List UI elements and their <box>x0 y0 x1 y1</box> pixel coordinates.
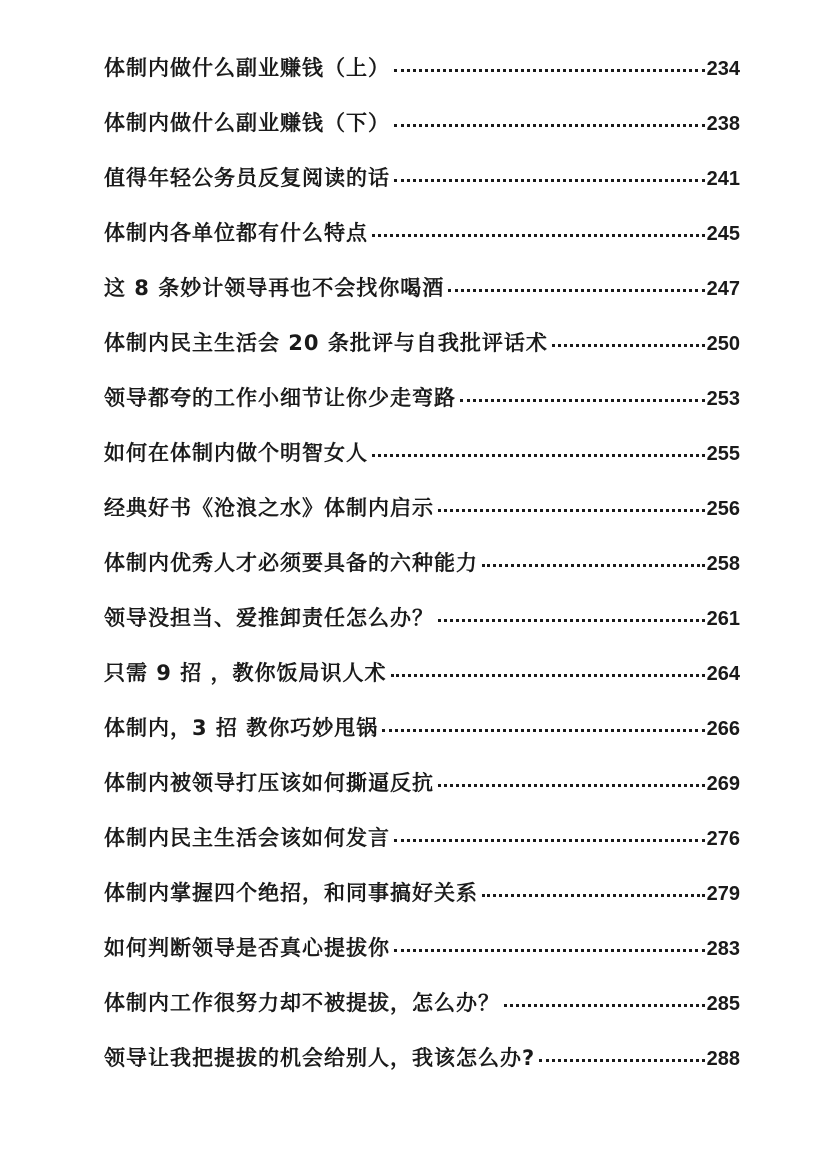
toc-entry-title: 经典好书《沧浪之水》体制内启示 <box>104 496 434 520</box>
toc-entry-title: 体制内各单位都有什么特点 <box>104 221 368 245</box>
toc-dot-leader <box>394 949 705 952</box>
toc-dot-leader <box>448 289 704 292</box>
toc-page-number: 279 <box>706 883 740 905</box>
toc-dot-leader <box>438 619 705 622</box>
toc-page-number: 256 <box>706 498 740 520</box>
toc-entry[interactable] <box>104 52 740 107</box>
toc-page-number: 245 <box>706 223 740 245</box>
toc-entry[interactable] <box>104 547 740 602</box>
toc-entry-title: 这 8 条妙计领导再也不会找你喝酒 <box>104 276 445 300</box>
toc-entry-title: 如何在体制内做个明智女人 <box>104 441 368 465</box>
toc-dot-leader <box>394 839 705 842</box>
toc-dot-leader <box>372 234 705 237</box>
toc-page-number: 238 <box>706 113 740 135</box>
toc-entry[interactable] <box>104 822 740 877</box>
toc-page-number: 285 <box>706 993 740 1015</box>
table-of-contents <box>104 52 740 1097</box>
toc-entry-title: 如何判断领导是否真心提拔你 <box>104 936 390 960</box>
toc-dot-leader <box>391 674 705 677</box>
toc-entry-title: 体制内工作很努力却不被提拔，怎么办？ <box>104 991 500 1015</box>
toc-page-number: 247 <box>706 278 740 300</box>
toc-entry[interactable] <box>104 602 740 657</box>
toc-entry-title: 体制内被领导打压该如何撕逼反抗 <box>104 771 434 795</box>
toc-entry-title: 领导没担当、爱推卸责任怎么办？ <box>104 606 434 630</box>
toc-page-number: 276 <box>706 828 740 850</box>
toc-dot-leader <box>394 69 705 72</box>
toc-entry[interactable] <box>104 382 740 437</box>
toc-entry[interactable] <box>104 162 740 217</box>
toc-page-number: 266 <box>706 718 740 740</box>
toc-dot-leader <box>482 564 705 567</box>
toc-entry-title: 体制内优秀人才必须要具备的六种能力 <box>104 551 478 575</box>
toc-dot-leader <box>382 729 704 732</box>
toc-dot-leader <box>438 784 705 787</box>
toc-entry-title: 领导让我把提拔的机会给别人，我该怎么办? <box>104 1046 536 1070</box>
toc-entry[interactable] <box>104 107 740 162</box>
toc-dot-leader <box>504 1004 705 1007</box>
toc-dot-leader <box>394 179 705 182</box>
toc-entry[interactable] <box>104 987 740 1042</box>
toc-entry-title: 领导都夸的工作小细节让你少走弯路 <box>104 386 456 410</box>
toc-entry[interactable] <box>104 877 740 932</box>
toc-page-number: 241 <box>706 168 740 190</box>
toc-entry[interactable] <box>104 217 740 272</box>
toc-entry-title: 体制内掌握四个绝招，和同事搞好关系 <box>104 881 478 905</box>
toc-dot-leader <box>438 509 705 512</box>
toc-dot-leader <box>460 399 705 402</box>
toc-page-number: 258 <box>706 553 740 575</box>
toc-entry-title: 体制内，3 招 教你巧妙甩锅 <box>104 716 379 740</box>
toc-entry[interactable] <box>104 492 740 547</box>
toc-entry[interactable] <box>104 272 740 327</box>
toc-page-number: 264 <box>706 663 740 685</box>
toc-entry-title: 体制内民主生活会该如何发言 <box>104 826 390 850</box>
toc-dot-leader <box>552 344 705 347</box>
toc-dot-leader <box>394 124 705 127</box>
toc-page-number: 269 <box>706 773 740 795</box>
toc-entry[interactable] <box>104 1042 740 1097</box>
toc-dot-leader <box>372 454 705 457</box>
toc-entry[interactable] <box>104 437 740 492</box>
toc-entry-title: 只需 9 招 ，教你饭局识人术 <box>104 661 387 685</box>
toc-entry-title: 体制内民主生活会 20 条批评与自我批评话术 <box>104 331 548 355</box>
toc-page-number: 250 <box>706 333 740 355</box>
toc-entry[interactable] <box>104 657 740 712</box>
toc-entry-title: 体制内做什么副业赚钱（上） <box>104 56 390 80</box>
toc-page-number: 283 <box>706 938 740 960</box>
toc-entry[interactable] <box>104 327 740 382</box>
toc-page-number: 288 <box>706 1048 740 1070</box>
toc-page-number: 261 <box>706 608 740 630</box>
toc-entry[interactable] <box>104 767 740 822</box>
toc-entry-title: 体制内做什么副业赚钱（下） <box>104 111 390 135</box>
toc-dot-leader <box>482 894 705 897</box>
toc-page-number: 253 <box>706 388 740 410</box>
toc-dot-leader <box>539 1059 704 1062</box>
toc-page-number: 255 <box>706 443 740 465</box>
toc-page-number: 234 <box>706 58 740 80</box>
toc-entry[interactable] <box>104 712 740 767</box>
toc-entry-title: 值得年轻公务员反复阅读的话 <box>104 166 390 190</box>
toc-entry[interactable] <box>104 932 740 987</box>
